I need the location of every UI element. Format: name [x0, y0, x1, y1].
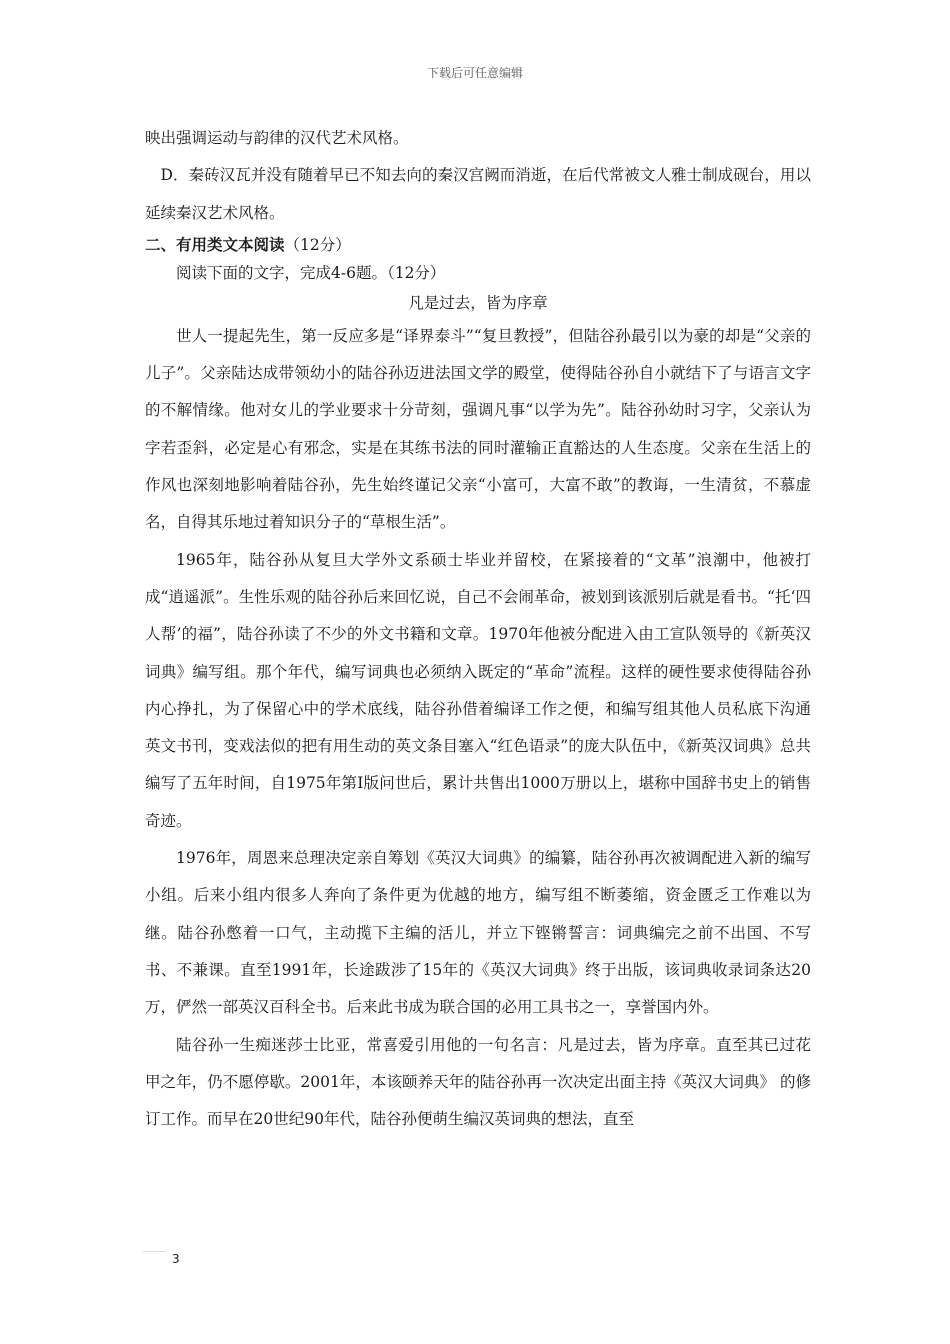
option-d: D．秦砖汉瓦并没有随着早已不知去向的秦汉宫阙而消逝，在后代常被文人雅士制成砚台，用以延续秦汉艺术风格。: [145, 166, 811, 222]
paragraph: 1976年，周恩来总理决定亲自筹划《英汉大词典》的编纂，陆谷孙再次被调配进入新的编写小组。后来小组内很多人奔向了条件更为优越的地方，编写组不断萎缩，资金匮乏工作难以为继。陆谷孙憋着一口气，主动揽下主编的活儿，并立下铿锵誓言：词典编完之前不出国、不写书、不兼课。直至1991年，长途跋涉了15年的《英汉大词典》终于出版，该词典收录词条达20万，俨然一部英汉百科全书。后来此书成为联合国的必用工具书之一，享誉国内外。: [145, 849, 811, 1017]
document-body: [145, 120, 811, 1138]
article-title: 凡是过去，皆为序章: [408, 293, 548, 312]
page-header: 下载后可任意编辑: [426, 66, 523, 80]
page-number: 3: [172, 1252, 180, 1266]
section-heading: [145, 232, 811, 258]
reading-instruction: 阅读下面的文字，完成4-6题。（12分）: [176, 263, 446, 282]
section-heading-text: 二、有用类文本阅读: [145, 235, 285, 254]
paragraph: 世人一提起先生，第一反应多是“译界泰斗”“复旦教授”，但陆谷孙最引以为豪的却是“父亲的儿子”。父亲陆达成带领幼小的陆谷孙迈进法国文学的殿堂，使得陆谷孙自小就结下了与语言文字的不解情缘。他对女儿的学业要求十分苛刻，强调凡事“以学为先”。陆谷孙幼时习字，父亲认为字若歪斜，必定是心有邪念，实是在其练书法的同时灌输正直豁达的人生态度。父亲在生活上的作风也深刻地影响着陆谷孙，先生始终谨记父亲“小富可，大富不敢”的教诲，一生清贫，不慕虚名，自得其乐地过着知识分子的“草根生活”。: [145, 326, 811, 532]
paragraph: 陆谷孙一生痴迷莎士比亚，常喜爱引用他的一句名言：凡是过去，皆为序章。直至其已过花甲之年，仍不愿停歇。2001年，本该颐养天年的陆谷孙再一次决定出面主持《英汉大词典》 的修订工作。而早在20世纪90年代，陆谷孙便萌生编汉英词典的想法，直至: [145, 1035, 811, 1129]
footer-divider: [143, 1251, 165, 1252]
continued-line: 映出强调运动与韵律的汉代艺术风格。: [145, 129, 409, 147]
paragraph: 1965年，陆谷孙从复旦大学外文系硕士毕业并留校，在紧接着的“文革”浪潮中，他被打成“逍遥派”。生性乐观的陆谷孙后来回忆说，自己不会闹革命，被划到该派别后就是看书。“托‘四人帮’的福”，陆谷孙读了不少的外文书籍和文章。1970年他被分配进入由工宣队领导的《新英汉词典》编写组。那个年代，编写词典也必须纳入既定的“革命”流程。这样的硬性要求使得陆谷孙内心挣扎，为了保留心中的学术底线，陆谷孙借着编译工作之便，和编写组其他人员私底下沟通英文书刊，变戏法似的把有用生动的英文条目塞入“红色语录”的庞大队伍中，《新英汉词典》总共编写了五年时间，自1975年第Ⅰ版问世后，累计共售出1000万册以上，堪称中国辞书史上的销售奇迹。: [145, 550, 811, 830]
section-score: （12分）: [284, 235, 351, 254]
